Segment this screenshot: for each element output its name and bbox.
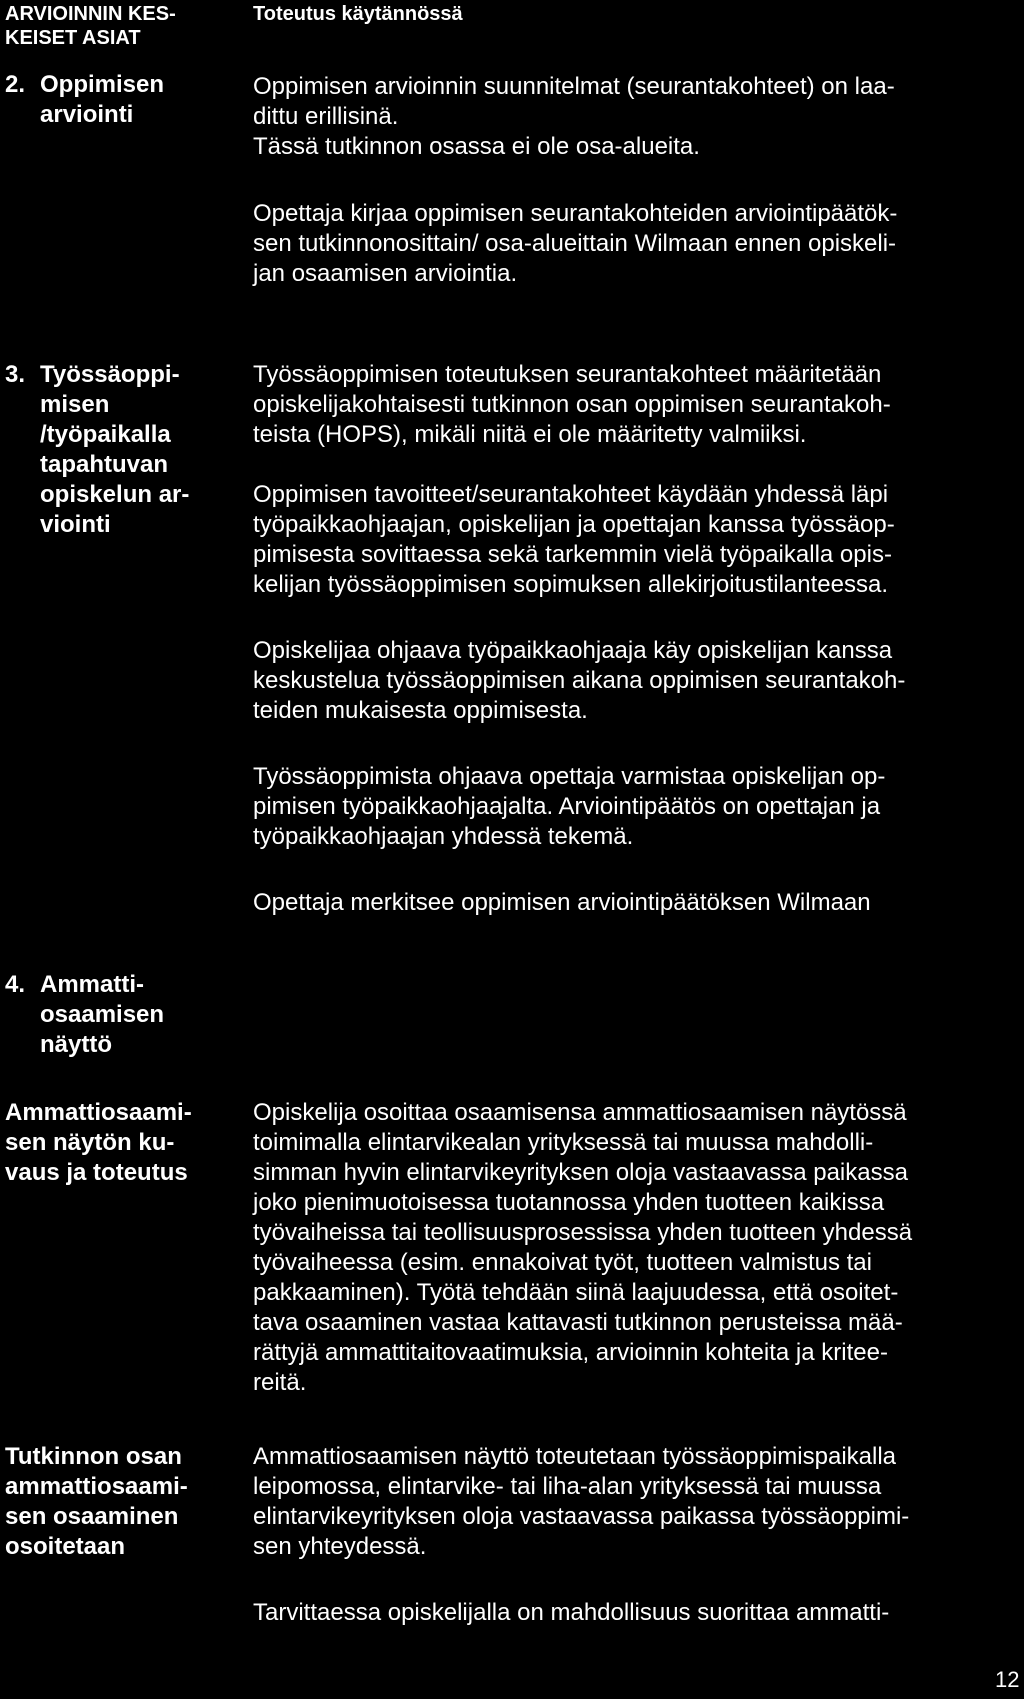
paragraph: Opettaja kirjaa oppimisen seurantakohteiden arviointipäätök- sen tutkinnonosittain/ osa-alueittain Wilmaan ennen opiskeli- jan osaamisen arviointia. xyxy=(253,200,898,287)
section-text xyxy=(253,1098,1023,1398)
header-line: ARVIOINNIN KES- xyxy=(5,3,176,25)
header-assessment-topics xyxy=(5,2,185,50)
paragraph: Opettaja merkitsee oppimisen arviointipäätöksen Wilmaan xyxy=(253,889,871,916)
paragraph: Opiskelija osoittaa osaamisensa ammattiosaamisen näytössä toimimalla elintarvikealan yrityksessä tai muussa mahdolli- simman hyvin elintarvikeyrityksen oloja vastaavassa paikassa joko pienimuotoisessa tuotannossa yhden tuotteen kaikissa työvaiheissa tai teollisuusprosessissa yhden tuotteen yhdessä työvaiheessa (esim. ennakoivat työt, tuotteen valmistus tai pakkaaminen). Työtä tehdään siinä laajuudessa, että osoitet- tava osaaminen vastaa kattavasti tutkinnon perusteissa mää- rättyjä ammattitaitovaatimuksia, arvioinnin kohteita ja kritee- reitä. xyxy=(253,1099,913,1396)
section-label: Ammattiosaami- sen näytön ku- vaus ja toteutus xyxy=(5,1099,192,1186)
section-text xyxy=(253,72,1023,289)
section-label: Tutkinnon osan ammattiosaami- sen osaaminen osoitetaan xyxy=(5,1443,188,1560)
section-number: 3. xyxy=(5,361,26,388)
page-number: 12 xyxy=(995,1667,1020,1692)
paragraph: Ammattiosaamisen näyttö toteutetaan työssäoppimispaikalla leipomossa, elintarvike- tai liha-alan yrityksessä tai muussa elintarvikeyrityksen oloja vastaavassa paikassa työssäoppimi- sen yhteydessä. xyxy=(253,1443,910,1560)
header-implementation: Toteutus käytännössä xyxy=(253,3,463,25)
paragraph: Opiskelijaa ohjaava työpaikkaohjaaja käy opiskelijan kanssa keskustelua työssäoppimisen aikana oppimisen seurantakoh- teiden mukaisesta oppimisesta. xyxy=(253,637,906,724)
paragraph: Tarvittaessa opiskelijalla on mahdollisuus suorittaa ammatti- xyxy=(253,1599,890,1626)
section-label: 3. Työssäoppi- misen /työpaikalla tapahtuvan opiskelun ar- viointi xyxy=(5,361,190,538)
section-text xyxy=(253,1442,1023,1628)
paragraph: Oppimisen tavoitteet/seurantakohteet käydään yhdessä läpi työpaikkaohjaajan, opiskelijan ja opettajan kanssa työssäop- pimisesta sovittaessa sekä tarkemmin vielä työpaikalla opis- kelijan työssäoppimisen sopimuksen allekirjoitustilanteessa. xyxy=(253,481,895,598)
paragraph: Työssäoppimista ohjaava opettaja varmistaa opiskelijan op- pimisen työpaikkaohjaajalta. Arviointipäätös on opettajan ja työpaikkaohjaajan yhdessä tekemä. xyxy=(253,763,886,850)
section-label: 4. Ammatti- osaamisen näyttö xyxy=(5,971,165,1058)
section-number: 4. xyxy=(5,971,26,998)
header-line: KEISET ASIAT xyxy=(5,27,141,49)
paragraph: Oppimisen arvioinnin suunnitelmat (seurantakohteet) on laa- dittu erillisinä. Tässä tutkinnon osassa ei ole osa-alueita. xyxy=(253,73,895,160)
paragraph: Työssäoppimisen toteutuksen seurantakohteet määritetään opiskelijakohtaisesti tutkinnon osan oppimisen seurantakoh- teista (HOPS), mikäli niitä ei ole määritetty valmiiksi. xyxy=(253,361,891,448)
section-text xyxy=(253,360,1023,918)
section-number: 2. xyxy=(5,71,26,98)
section-label: 2. Oppimisen arviointi xyxy=(5,71,165,128)
